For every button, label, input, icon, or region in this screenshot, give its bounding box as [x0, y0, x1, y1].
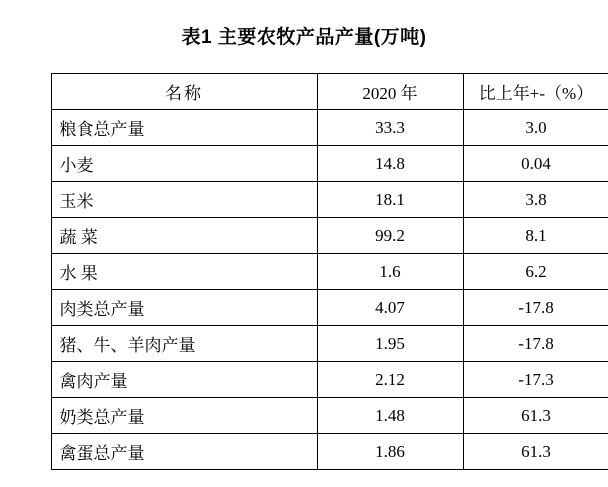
table-header-row	[51, 74, 608, 110]
row-label: 水 果	[51, 254, 317, 290]
row-change: 61.3	[463, 434, 608, 470]
row-label: 猪、牛、羊肉产量	[51, 326, 317, 362]
table-row	[51, 218, 608, 254]
row-change: 6.2	[463, 254, 608, 290]
row-label: 奶类总产量	[51, 398, 317, 434]
table-row	[51, 254, 608, 290]
row-change: 8.1	[463, 218, 608, 254]
agricultural-output-table	[51, 73, 608, 470]
table-body	[51, 110, 608, 470]
row-change: -17.3	[463, 362, 608, 398]
row-value: 4.07	[317, 290, 463, 326]
row-change: -17.8	[463, 290, 608, 326]
row-value: 1.48	[317, 398, 463, 434]
row-value: 33.3	[317, 110, 463, 146]
row-value: 2.12	[317, 362, 463, 398]
row-change: 3.0	[463, 110, 608, 146]
row-value: 18.1	[317, 182, 463, 218]
table-row	[51, 182, 608, 218]
header-cell-year: 2020 年	[317, 74, 463, 110]
table-row	[51, 362, 608, 398]
row-label: 小麦	[51, 146, 317, 182]
row-change: 61.3	[463, 398, 608, 434]
table-header	[51, 74, 608, 110]
row-change: 3.8	[463, 182, 608, 218]
row-value: 1.95	[317, 326, 463, 362]
table-row	[51, 146, 608, 182]
table-row	[51, 326, 608, 362]
row-label: 蔬 菜	[51, 218, 317, 254]
row-label: 玉米	[51, 182, 317, 218]
header-cell-name: 名称	[51, 74, 317, 110]
page-title: 表1 主要农牧产品产量(万吨)	[181, 27, 427, 48]
row-change: -17.8	[463, 326, 608, 362]
row-value: 99.2	[317, 218, 463, 254]
table-container	[51, 73, 594, 470]
row-label: 肉类总产量	[51, 290, 317, 326]
row-value: 14.8	[317, 146, 463, 182]
row-label: 粮食总产量	[51, 110, 317, 146]
table-row	[51, 434, 608, 470]
table-row	[51, 398, 608, 434]
row-value: 1.6	[317, 254, 463, 290]
table-row	[51, 290, 608, 326]
row-change: 0.04	[463, 146, 608, 182]
row-label: 禽蛋总产量	[51, 434, 317, 470]
header-cell-change: 比上年+-（%）	[463, 74, 608, 110]
table-row	[51, 110, 608, 146]
row-value: 1.86	[317, 434, 463, 470]
row-label: 禽肉产量	[51, 362, 317, 398]
